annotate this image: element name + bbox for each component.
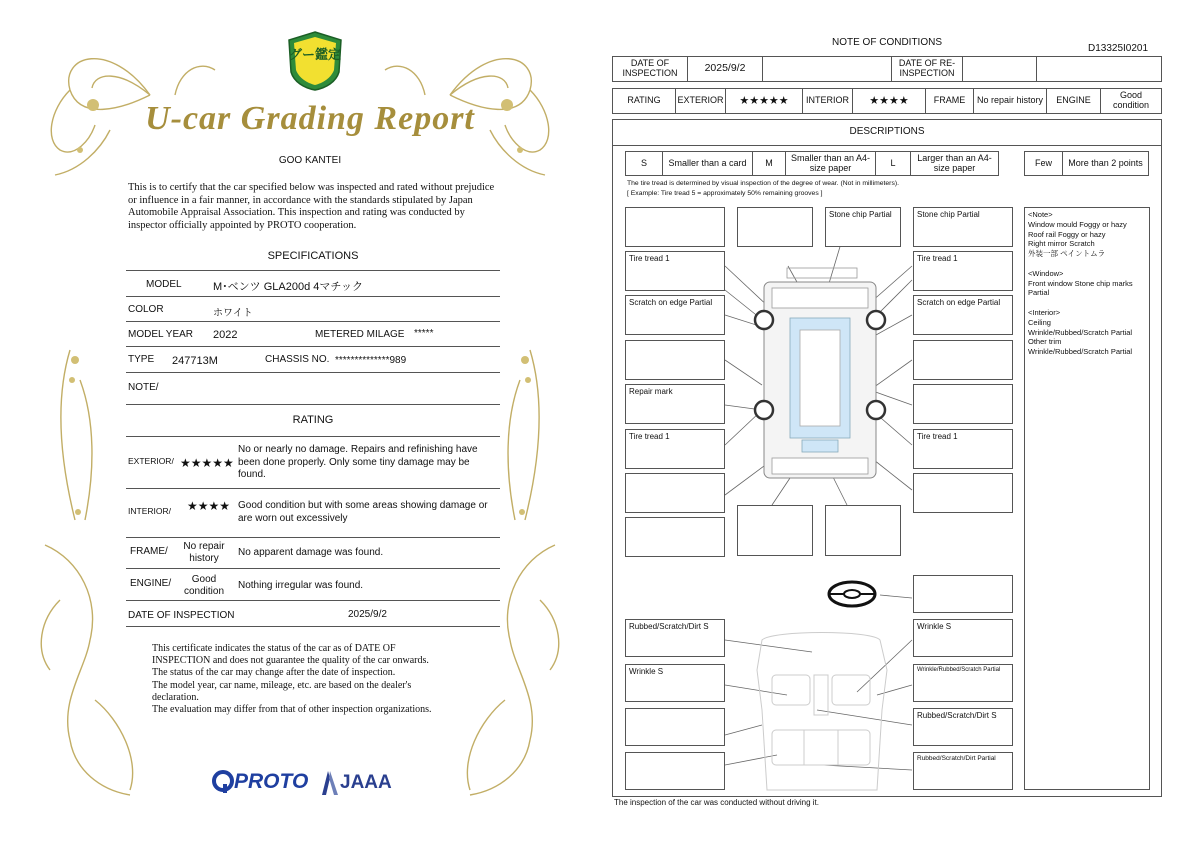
note-line: Front window Stone chip marks Partial bbox=[1028, 278, 1133, 298]
exterior-label: EXTERIOR bbox=[676, 89, 726, 113]
damage-box bbox=[737, 207, 813, 247]
proto-wordmark: PROTO bbox=[234, 770, 309, 793]
divider bbox=[126, 626, 500, 627]
legend-desc: Larger than an A4-size paper bbox=[917, 152, 992, 173]
rating-heading: RATING bbox=[292, 414, 334, 426]
divider bbox=[126, 346, 500, 347]
exterior-stars: ★★★★★ bbox=[726, 89, 803, 113]
date-of-inspection-label: DATE OF INSPECTION bbox=[128, 610, 235, 621]
goo-kantei-badge bbox=[286, 30, 344, 92]
model-year-label: MODEL YEAR bbox=[128, 329, 194, 340]
legend-desc: Smaller than an A4-size paper bbox=[786, 152, 876, 175]
interior-damage-box: Rubbed/Scratch/Dirt Partial bbox=[913, 752, 1013, 790]
disclaimer-line: The model year, car name, mileage, etc. are based on the dealer's bbox=[152, 679, 412, 691]
divider bbox=[126, 568, 500, 569]
frame-description: No apparent damage was found. bbox=[238, 547, 384, 558]
note-line: Roof rail Foggy or hazy bbox=[1028, 229, 1106, 239]
divider bbox=[126, 372, 500, 373]
divider bbox=[613, 145, 1161, 146]
divider bbox=[126, 600, 500, 601]
legend-key: L bbox=[876, 152, 911, 175]
proto-logo bbox=[212, 770, 308, 794]
damage-box bbox=[625, 473, 725, 513]
damage-box bbox=[913, 340, 1013, 380]
interior-damage-box: Wrinkle/Rubbed/Scratch Partial bbox=[913, 664, 1013, 702]
note-line: <Note> bbox=[1028, 210, 1053, 219]
divider bbox=[126, 321, 500, 322]
tire-note: The tire tread is determined by visual inspection of the degree of wear. (Not in millimeters). bbox=[627, 180, 899, 187]
model-value: M･ベンツ GLA200d 4マチック bbox=[213, 281, 364, 293]
inspection-dates-row bbox=[612, 56, 1162, 82]
car-interior-view bbox=[757, 633, 887, 791]
interior-label: INTERIOR/ bbox=[128, 506, 171, 516]
note-line: Wrinkle/Rubbed/Scratch Partial bbox=[1028, 327, 1133, 337]
damage-box bbox=[825, 505, 901, 556]
disclaimer-line: declaration. bbox=[152, 691, 199, 703]
badge-label: グー鑑定 bbox=[288, 47, 341, 62]
damage-box bbox=[625, 340, 725, 380]
date-inspection-label: DATE OF INSPECTION bbox=[613, 57, 688, 81]
notes-panel bbox=[1024, 207, 1150, 790]
conditions-title: NOTE OF CONDITIONS bbox=[832, 37, 942, 48]
size-legend bbox=[625, 151, 999, 176]
divider bbox=[126, 488, 500, 489]
note-line: 外装一部 ペイントムラ bbox=[1028, 249, 1106, 259]
interior-description: Good condition but with some areas showing damage or are worn out excessively bbox=[238, 500, 488, 524]
tire-note-example: [ Example: Tire tread 5 = approximately 50% remaining grooves ] bbox=[627, 190, 823, 197]
report-subtitle: GOO KANTEI bbox=[278, 155, 342, 166]
model-year-value: 2022 bbox=[213, 329, 238, 341]
damage-box bbox=[913, 473, 1013, 513]
jaaa-mark-icon bbox=[318, 770, 340, 796]
damage-box bbox=[625, 708, 725, 746]
frame-label: FRAME/ bbox=[130, 546, 168, 557]
divider bbox=[126, 436, 500, 437]
engine-description: Nothing irregular was found. bbox=[238, 580, 364, 591]
interior-label: INTERIOR bbox=[803, 89, 853, 113]
jaaa-wordmark: JAAA bbox=[340, 772, 392, 793]
divider bbox=[126, 270, 500, 271]
note-spacer bbox=[1028, 298, 1146, 308]
note-line: Wrinkle/Rubbed/Scratch Partial bbox=[1028, 347, 1133, 357]
chassis-label: CHASSIS NO. bbox=[265, 354, 330, 365]
engine-value: Good condition bbox=[183, 574, 225, 597]
disclaimer-line: The evaluation may differ from that of other inspection organizations. bbox=[152, 704, 432, 716]
note-line: Other trim bbox=[1028, 337, 1062, 347]
note-label: NOTE/ bbox=[128, 382, 159, 393]
note-line: Right mirror Scratch bbox=[1028, 239, 1095, 249]
specifications-heading: SPECIFICATIONS bbox=[267, 250, 359, 262]
damage-box bbox=[737, 505, 813, 556]
jaaa-logo bbox=[318, 770, 392, 796]
milage-label: METERED MILAGE bbox=[315, 329, 405, 340]
exterior-description: No or nearly no damage. Repairs and refinishing have been done properly. Only some tiny damage may be found. bbox=[238, 444, 478, 480]
conditions-footer: The inspection of the car was conducted without driving it. bbox=[614, 798, 819, 807]
damage-box-tire: Tire tread 1 bbox=[625, 251, 725, 291]
type-label: TYPE bbox=[128, 354, 155, 365]
disclaimer-line: This certificate indicates the status of the car as of DATE OF bbox=[152, 643, 396, 654]
certification-intro: This is to certify that the car specified below was inspected and rated without prejudice or influence in a fair manner, in accordance with the standards stipulated by Japan Automobile Appraisal Association. This inspection and rating was conducted by inspector officially appointed by PROTO cooperation. bbox=[128, 182, 495, 231]
engine-label: ENGINE bbox=[1047, 89, 1101, 113]
damage-box-scratch: Scratch on edge Partial bbox=[913, 295, 1013, 335]
legend-key: S bbox=[626, 152, 663, 175]
damage-box bbox=[625, 752, 725, 790]
interior-damage-box: Wrinkle S bbox=[913, 619, 1013, 657]
rating-row bbox=[612, 88, 1162, 114]
damage-box bbox=[913, 384, 1013, 424]
milage-value: ***** bbox=[414, 328, 434, 339]
damage-box-tire: Tire tread 1 bbox=[913, 429, 1013, 469]
disclaimer-line: The status of the car may change after the date of inspection. bbox=[152, 667, 396, 679]
type-value: 247713M bbox=[172, 355, 218, 367]
frame-label: FRAME bbox=[926, 89, 974, 113]
interior-damage-box: Rubbed/Scratch/Dirt S bbox=[625, 619, 725, 657]
certificate-disclaimer bbox=[152, 643, 492, 716]
interior-damage-box: Rubbed/Scratch/Dirt S bbox=[913, 708, 1013, 746]
divider bbox=[126, 537, 500, 538]
frame-value: No repair history bbox=[183, 541, 225, 564]
chassis-value: **************989 bbox=[335, 355, 407, 366]
date-of-inspection-value: 2025/9/2 bbox=[348, 609, 387, 620]
divider bbox=[1036, 57, 1037, 81]
note-line: <Window> bbox=[1028, 268, 1064, 278]
note-line: Window mould Foggy or hazy bbox=[1028, 219, 1127, 229]
damage-box-stone-chip: Stone chip Partial bbox=[825, 207, 901, 247]
note-spacer bbox=[1028, 259, 1146, 269]
reinspection-label: DATE OF RE-INSPECTION bbox=[891, 57, 963, 81]
engine-value: Good condition bbox=[1112, 90, 1150, 110]
proto-mark-icon bbox=[212, 770, 234, 794]
interior-damage-box: Wrinkle S bbox=[625, 664, 725, 702]
legend-few-key: Few bbox=[1025, 152, 1063, 175]
color-value: ホワイト bbox=[213, 308, 253, 319]
color-label: COLOR bbox=[128, 304, 164, 315]
disclaimer-line: INSPECTION and does not guarantee the quality of the car onwards. bbox=[152, 655, 429, 667]
rating-label: RATING bbox=[613, 89, 676, 113]
model-label: MODEL bbox=[146, 279, 182, 290]
legend-key: M bbox=[753, 152, 786, 175]
damage-box bbox=[913, 575, 1013, 613]
document-id: D13325I0201 bbox=[1088, 43, 1149, 54]
date-inspection-value: 2025/9/2 bbox=[688, 57, 763, 81]
report-title: U-car Grading Report bbox=[145, 100, 475, 137]
interior-stars: ★★★★ bbox=[187, 499, 231, 513]
frame-value: No repair history bbox=[974, 89, 1047, 113]
divider bbox=[126, 404, 500, 405]
damage-box-tire: Tire tread 1 bbox=[913, 251, 1013, 291]
car-top-view bbox=[764, 268, 876, 478]
exterior-stars: ★★★★★ bbox=[180, 456, 234, 470]
damage-box-repair: Repair mark bbox=[625, 384, 725, 424]
note-line: <Interior> bbox=[1028, 307, 1061, 317]
engine-label: ENGINE/ bbox=[130, 578, 172, 589]
exterior-label: EXTERIOR/ bbox=[128, 456, 174, 466]
descriptions-heading: DESCRIPTIONS bbox=[849, 126, 925, 137]
steering-wheel-icon bbox=[829, 582, 875, 606]
damage-box-tire: Tire tread 1 bbox=[625, 429, 725, 469]
damage-box-stone-chip: Stone chip Partial bbox=[913, 207, 1013, 247]
legend-desc: Smaller than a card bbox=[663, 152, 753, 175]
note-line: Ceiling bbox=[1028, 317, 1051, 327]
interior-stars: ★★★★ bbox=[853, 89, 926, 113]
legend-few-desc: More than 2 points bbox=[1068, 157, 1143, 168]
divider bbox=[126, 296, 500, 297]
damage-box-scratch: Scratch on edge Partial bbox=[625, 295, 725, 335]
few-legend bbox=[1024, 151, 1149, 176]
damage-box bbox=[625, 517, 725, 557]
damage-box bbox=[625, 207, 725, 247]
